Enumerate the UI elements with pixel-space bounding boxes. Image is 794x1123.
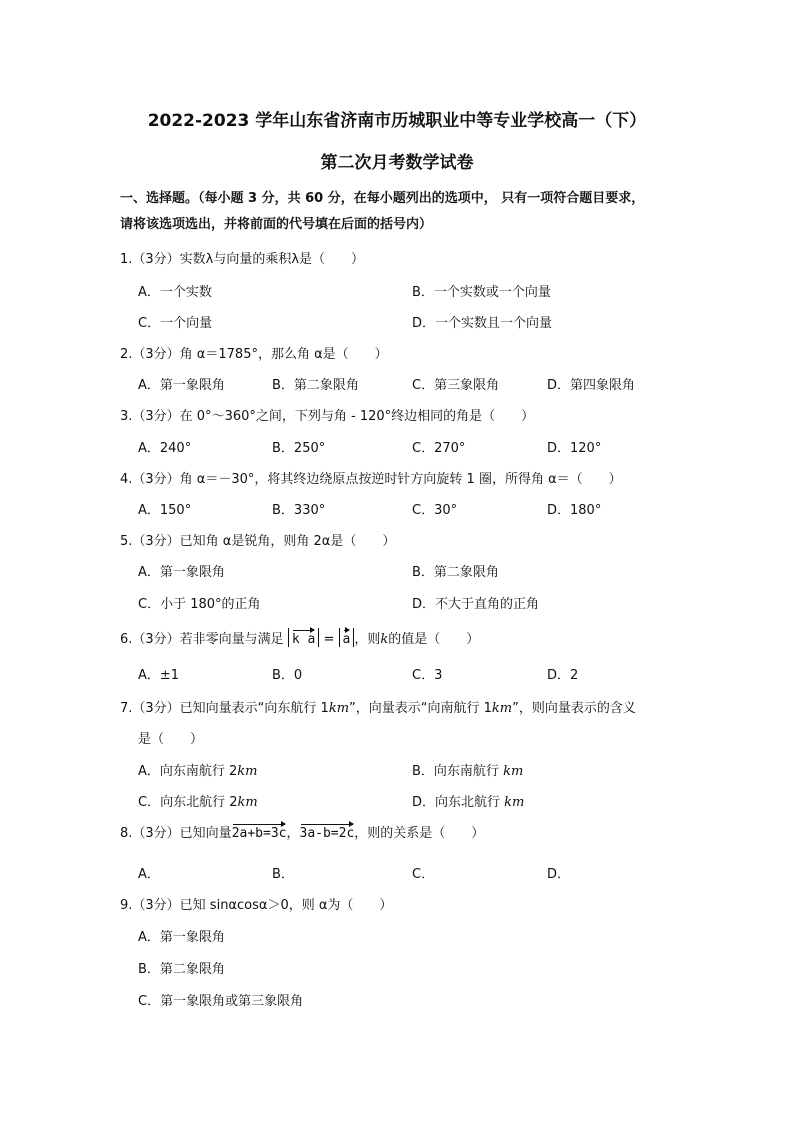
q8-option-c: C． [412,867,435,882]
title-line-1: 2022-2023 学年山东省济南市历城职业中等专业学校高一（下） [147,111,647,131]
question-9-stem: 9.（3分）已知 sinαcosα＞0，则 α为（ ） [120,898,393,913]
q8-option-a: A． [138,867,160,882]
q7-unit-1: km [328,701,350,716]
question-6-stem [120,628,479,647]
q7-stem-a: 7.（3分）已知向量表示“向东航行 1 [120,701,329,716]
q6-abs-ka [288,628,319,647]
question-1-stem: 1.（3分）实数λ与向量的乘积λ是（ ） [120,252,365,267]
q3-option-d: D．120° [547,441,602,456]
q4-option-b: B．330° [272,503,326,518]
q7-option-c-text: C．向东北航行 2 [138,795,238,810]
q6-option-b: B．0 [272,668,303,683]
q6-option-d: D．2 [547,668,579,683]
q6-k: k [380,632,389,647]
section-instructions [120,186,680,238]
q7-option-a [138,760,258,779]
question-4-stem: 4.（3分）角 α＝－30°，将其终边绕原点按逆时针方向旋转 1 圈，所得角 α＝（ ） [120,472,622,487]
q4-option-a: A．150° [138,503,192,518]
q6-vector-ka: k a [292,628,315,647]
q7-option-c [138,791,258,810]
q2-option-d: D．第四象限角 [547,378,636,393]
q8-equation-1: 2a+b=3c [232,822,287,841]
question-3-stem: 3.（3分）在 0°～360°之间，下列与角 - 120°终边相同的角是（ ） [120,409,535,424]
q6-vector-a: a [343,628,351,647]
q2-option-c: C．第三象限角 [412,378,500,393]
q7-option-d [412,791,524,810]
q6-equals: = [323,632,335,647]
q9-option-a: A．第一象限角 [138,930,225,945]
q4-option-d: D．180° [547,503,602,518]
q7-option-d-unit: km [504,795,525,810]
q5-option-b: B．第二象限角 [412,565,499,580]
q7-option-c-unit: km [237,795,258,810]
q6-option-a: A．±1 [138,668,180,683]
q7-unit-2: km [491,701,513,716]
q1-option-d: D．一个实数且一个向量 [412,316,553,331]
question-8-stem [120,822,484,841]
q7-option-a-unit: km [237,764,258,779]
question-2-stem: 2.（3分）角 α＝1785°，那么角 α是（ ） [120,347,388,362]
question-5-stem: 5.（3分）已知角 α是锐角，则角 2α是（ ） [120,534,396,549]
q7-option-b-text: B．向东南航行 [412,764,499,779]
q2-option-a: A．第一象限角 [138,378,225,393]
q2-option-b: B．第二象限角 [272,378,359,393]
q1-option-b: B．一个实数或一个向量 [412,285,551,300]
q8-option-b: B． [272,867,294,882]
q7-option-d-text: D．向东北航行 [412,795,501,810]
section-line-1: 一、选择题。（每小题 3 分，共 60 分，在每小题列出的选项中， 只有一项符合题目要求， [120,191,645,206]
q1-option-c: C．一个向量 [138,316,213,331]
q5-option-c: C．小于 180°的正角 [138,597,261,612]
q1-option-a: A．一个实数 [138,285,212,300]
q3-option-c: C．270° [412,441,466,456]
q5-option-d: D．不大于直角的正角 [412,597,540,612]
question-7-stem [120,697,636,716]
q6-stem-pre: 6.（3分）若非零向量与满足 [120,632,284,647]
q8-equation-2: 3a-b=2c [300,822,355,841]
question-7-stem-line-2: 是（ ） [138,732,204,747]
q7-stem-b: ”，向量表示“向南航行 1 [349,701,492,716]
q7-stem-c: ”，则向量表示的含义 [512,701,636,716]
q7-option-b-unit: km [503,764,524,779]
q9-option-b: B．第二象限角 [138,962,225,977]
q7-option-b [412,760,523,779]
q9-option-c: C．第一象限角或第三象限角 [138,994,304,1009]
q6-stem-end: 的值是（ ） [388,632,480,647]
q4-option-c: C．30° [412,503,458,518]
q6-abs-a [339,628,355,647]
q6-option-c: C．3 [412,668,443,683]
q3-option-b: B．250° [272,441,326,456]
q8-sep: ， [286,826,300,841]
q6-stem-post: ，则 [354,632,381,647]
q3-option-a: A．240° [138,441,192,456]
q7-option-a-text: A．向东南航行 2 [138,764,238,779]
q8-stem-pre: 8.（3分）已知向量 [120,826,232,841]
q5-option-a: A．第一象限角 [138,565,225,580]
title-line-2: 第二次月考数学试卷 [320,153,474,173]
q8-stem-end: ，则的关系是（ ） [354,826,485,841]
section-line-2: 请将该选项选出，并将前面的代号填在后面的括号内） [120,217,433,232]
q8-option-d: D． [547,867,571,882]
